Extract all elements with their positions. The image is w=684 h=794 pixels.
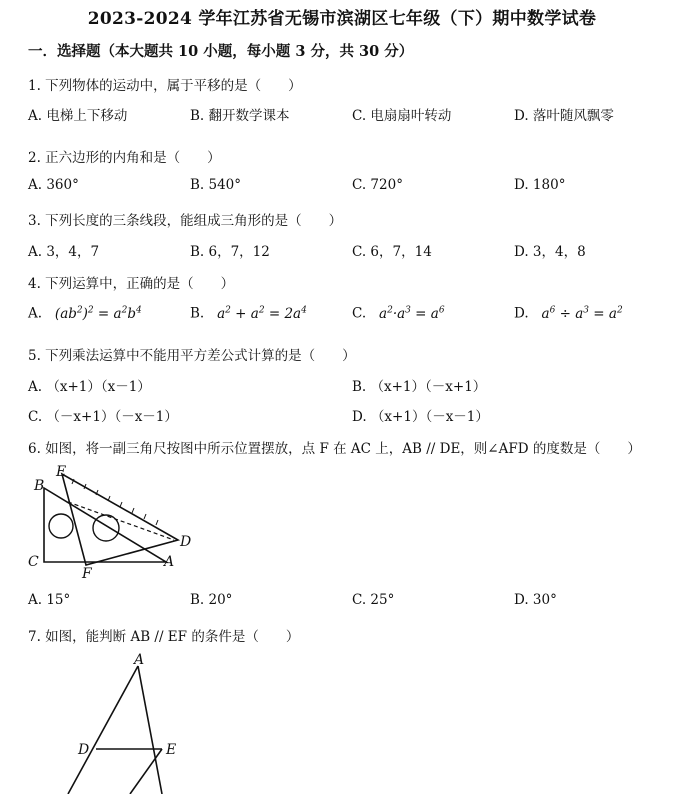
question-1-stem: 1. 下列物体的运动中，属于平移的是（ ） bbox=[28, 78, 302, 94]
triangle-efd bbox=[62, 474, 178, 565]
option-b[interactable]: B. 翻开数学课本 bbox=[190, 108, 290, 124]
figure-label-d: D bbox=[78, 742, 90, 758]
option-d[interactable] bbox=[514, 305, 623, 322]
option-d[interactable]: D. 落叶随风飘零 bbox=[514, 108, 614, 124]
figure-label-a: A bbox=[134, 652, 145, 668]
figure-label-b: B bbox=[34, 478, 45, 494]
option-d[interactable]: D. 30° bbox=[514, 592, 557, 608]
option-c[interactable] bbox=[352, 305, 445, 322]
question-5-options-row-1 bbox=[28, 375, 668, 397]
option-d-label: D. bbox=[514, 305, 529, 322]
question-3-stem: 3. 下列长度的三条线段，能组成三角形的是（ ） bbox=[28, 213, 343, 229]
question-7-figure bbox=[60, 648, 200, 794]
triangle-hole-left bbox=[49, 514, 73, 538]
option-d-formula: $a^6 \div a^3 = a^2$ bbox=[532, 305, 623, 322]
option-c[interactable]: C. 6，7，14 bbox=[352, 244, 432, 260]
question-1-options bbox=[28, 104, 668, 126]
option-c[interactable]: C. 电扇扇叶转动 bbox=[352, 108, 452, 124]
question-4-options bbox=[28, 305, 668, 327]
figure-label-f: F bbox=[82, 566, 92, 582]
option-c-label: C. bbox=[352, 305, 367, 322]
question-2-stem: 2. 正六边形的内角和是（ ） bbox=[28, 150, 221, 166]
option-b[interactable]: B. （x+1）（－x+1） bbox=[352, 379, 487, 395]
option-a[interactable] bbox=[28, 305, 142, 322]
option-a[interactable]: A. 电梯上下移动 bbox=[28, 108, 128, 124]
option-b[interactable] bbox=[190, 305, 307, 322]
option-d[interactable]: D. 180° bbox=[514, 177, 566, 193]
option-a-formula: $(ab^2)^2 = a^2b^4$ bbox=[46, 305, 142, 322]
question-3-options bbox=[28, 240, 668, 262]
option-c-formula: $a^2\cdot a^3 = a^6$ bbox=[370, 305, 445, 322]
question-7-stem: 7. 如图，能判断 AB // EF 的条件是（ ） bbox=[28, 629, 300, 645]
figure-label-a: A bbox=[164, 554, 175, 570]
question-2-options bbox=[28, 177, 668, 199]
figure-label-c: C bbox=[28, 554, 39, 570]
option-d[interactable]: D. （x+1）（－x－1） bbox=[352, 409, 489, 425]
option-b[interactable]: B. 540° bbox=[190, 177, 242, 193]
question-6-figure bbox=[24, 462, 204, 582]
segment-a-right bbox=[138, 666, 162, 794]
option-a[interactable]: A. 3，4，7 bbox=[28, 244, 100, 260]
figure-label-e: E bbox=[166, 742, 177, 758]
option-b-label: B. bbox=[190, 305, 205, 322]
question-5-options-row-2 bbox=[28, 405, 668, 427]
figure-label-e: E bbox=[56, 464, 67, 480]
option-c[interactable]: C. 25° bbox=[352, 592, 395, 608]
question-6-options bbox=[28, 592, 668, 614]
option-b-formula: $a^2 + a^2 = 2a^4$ bbox=[208, 305, 307, 322]
page-title: 2023-2024 学年江苏省无锡市滨湖区七年级（下）期中数学试卷 bbox=[87, 9, 597, 29]
question-6-stem: 6. 如图，将一副三角尺按图中所示位置摆放，点 F 在 AC 上，AB // DE，则∠AFD 的度数是（ ） bbox=[28, 441, 641, 457]
option-a[interactable]: A. （x+1）（x－1） bbox=[28, 379, 151, 395]
option-a-label: A. bbox=[28, 305, 43, 322]
option-b[interactable]: B. 20° bbox=[190, 592, 233, 608]
segment-a-left bbox=[68, 666, 138, 794]
question-5-stem: 5. 下列乘法运算中不能用平方差公式计算的是（ ） bbox=[28, 348, 356, 364]
option-a[interactable]: A. 360° bbox=[28, 177, 79, 193]
option-c[interactable]: C. （－x+1）（－x－1） bbox=[28, 409, 178, 425]
option-b[interactable]: B. 6，7，12 bbox=[190, 244, 270, 260]
question-4-stem: 4. 下列运算中，正确的是（ ） bbox=[28, 276, 235, 292]
figure-label-d: D bbox=[180, 534, 192, 550]
option-a[interactable]: A. 15° bbox=[28, 592, 71, 608]
option-d[interactable]: D. 3，4，8 bbox=[514, 244, 586, 260]
section-heading: 一．选择题（本大题共 10 小题，每小题 3 分，共 30 分） bbox=[28, 43, 414, 60]
option-c[interactable]: C. 720° bbox=[352, 177, 403, 193]
